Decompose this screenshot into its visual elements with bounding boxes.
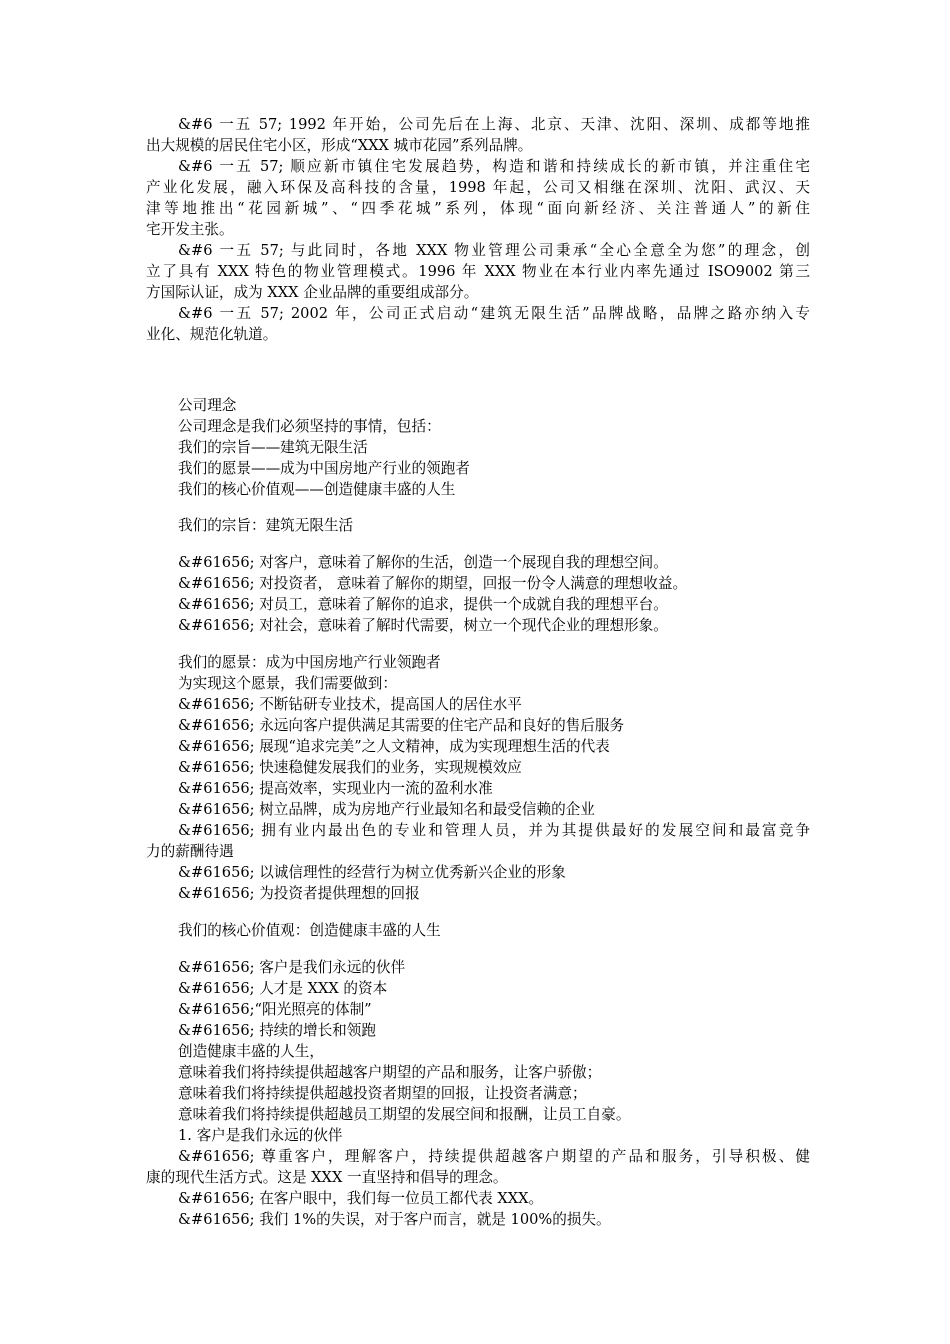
list-item: &#61656; 在客户眼中，我们每一位员工都代表 XXX。 (178, 1190, 544, 1207)
list-item: &#61656; 为投资者提供理想的回报 (178, 885, 420, 902)
list-item: &#61656; 对员工，意味着了解你的追求，提供一个成就自我的理想平台。 (178, 596, 668, 613)
list-item: &#61656; 我们 1%的失误，对于客户而言，就是 100%的损失。 (178, 1211, 611, 1228)
subsection-heading: 我们的愿景：成为中国房地产行业领跑者 (178, 654, 441, 671)
list-item: &#61656; 展现“追求完美”之人文精神，成为实现理想生活的代表 (178, 738, 610, 755)
text-line: 公司理念是我们必须坚持的事情，包括： (178, 418, 441, 435)
text-line: 为实现这个愿景，我们需要做到： (178, 675, 397, 692)
paragraph-line: &#6 一五 57; 1992 年开始，公司先后在上海、北京、天津、沈阳、深圳、成都等地推 (178, 116, 810, 133)
list-item: &#61656; 持续的增长和领跑 (178, 1022, 376, 1039)
text-line: 意味着我们将持续提供超越员工期望的发展空间和报酬，让员工自豪。 (178, 1106, 631, 1123)
list-item: &#61656; 尊重客户，理解客户，持续提供超越客户期望的产品和服务，引导积极、健 (178, 1148, 810, 1165)
numbered-heading: 1. 客户是我们永远的伙伴 (178, 1127, 343, 1144)
list-item: &#61656; 对客户，意味着了解你的生活，创造一个展现自我的理想空间。 (178, 554, 668, 571)
list-item: &#61656; 人才是 XXX 的资本 (178, 980, 388, 997)
paragraph-line: &#6 一五 57; 2002 年，公司正式启动“建筑无限生活”品牌战略，品牌之路亦纳入专 (178, 305, 810, 322)
text-line: 我们的宗旨——建筑无限生活 (178, 439, 368, 456)
paragraph-line: 立了具有 XXX 特色的物业管理模式。1996 年 XXX 物业在本行业内率先通过 ISO9002 第三 (146, 263, 810, 280)
text-line: 意味着我们将持续提供超越客户期望的产品和服务，让客户骄傲； (178, 1064, 602, 1081)
paragraph-line: 产业化发展，融入环保及高科技的含量，1998 年起，公司又相继在深圳、沈阳、武汉、天 (146, 179, 810, 196)
list-item: &#61656;“阳光照亮的体制” (178, 1001, 372, 1018)
list-item: &#61656; 客户是我们永远的伙伴 (178, 959, 406, 976)
text-line: 创造健康丰盛的人生， (178, 1043, 324, 1060)
paragraph-line: 方国际认证，成为 XXX 企业品牌的重要组成部分。 (146, 284, 479, 301)
list-item: &#61656; 不断钻研专业技术，提高国人的居住水平 (178, 696, 522, 713)
list-item: &#61656; 对社会，意味着了解时代需要，树立一个现代企业的理想形象。 (178, 617, 668, 634)
paragraph-line: 宅开发主张。 (146, 221, 234, 238)
text-line: 意味着我们将持续提供超越投资者期望的回报，让投资者满意； (178, 1085, 587, 1102)
paragraph-line: 出大规模的居民住宅小区，形成“XXX 城市花园”系列品牌。 (146, 137, 533, 154)
list-item: &#61656; 提高效率，实现业内一流的盈利水准 (178, 780, 493, 797)
text-line: 我们的核心价值观——创造健康丰盛的人生 (178, 481, 456, 498)
list-item: &#61656; 拥有业内最出色的专业和管理人员，并为其提供最好的发展空间和最富竞争 (178, 822, 810, 839)
list-item: &#61656; 对投资者， 意味着了解你的期望，回报一份令人满意的理想收益。 (178, 575, 688, 592)
section-heading: 公司理念 (178, 397, 237, 414)
paragraph-line: &#6 一五 57; 顺应新市镇住宅发展趋势，构造和谐和持续成长的新市镇，并注重住宅 (178, 158, 810, 175)
list-item-continued: 康的现代生活方式。这是 XXX 一直坚持和倡导的理念。 (146, 1169, 508, 1186)
subsection-heading: 我们的核心价值观：创造健康丰盛的人生 (178, 922, 441, 939)
paragraph-line: 津等地推出“花园新城”、“四季花城”系列，体现“面向新经济、关注普通人”的新住 (146, 200, 810, 217)
list-item: &#61656; 永远向客户提供满足其需要的住宅产品和良好的售后服务 (178, 717, 625, 734)
paragraph-line: 业化、规范化轨道。 (146, 326, 278, 343)
list-item: &#61656; 以诚信理性的经营行为树立优秀新兴企业的形象 (178, 864, 566, 881)
subsection-heading: 我们的宗旨：建筑无限生活 (178, 517, 354, 534)
text-line: 我们的愿景——成为中国房地产行业的领跑者 (178, 460, 470, 477)
list-item: &#61656; 树立品牌，成为房地产行业最知名和最受信赖的企业 (178, 801, 595, 818)
list-item: &#61656; 快速稳健发展我们的业务，实现规模效应 (178, 759, 522, 776)
paragraph-line: &#6 一五 57; 与此同时，各地 XXX 物业管理公司秉承“全心全意全为您”的理念，创 (178, 242, 810, 259)
list-item-continued: 力的薪酬待遇 (146, 843, 234, 860)
